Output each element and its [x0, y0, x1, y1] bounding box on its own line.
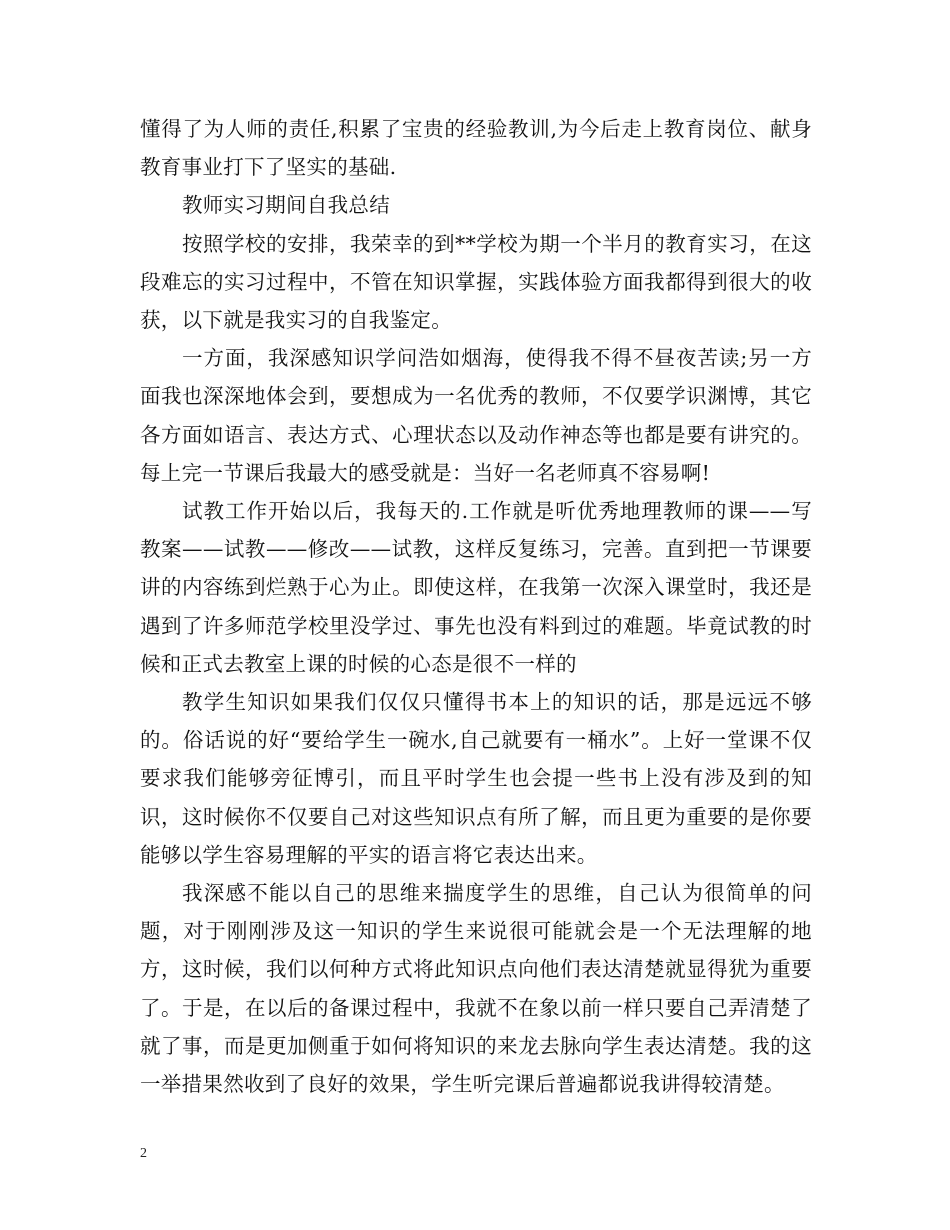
paragraph-continuation: 懂得了为人师的责任,积累了宝贵的经验教训,为今后走上教育岗位、献身教育事业打下了坚实的基础. [140, 117, 812, 180]
document-body [140, 110, 812, 1103]
paragraph: 教学生知识如果我们仅仅只懂得书本上的知识的话，那是远远不够的。俗话说的好“要给学生一碗水,自己就要有一桶水”。上好一堂课不仅要求我们能够旁征博引，而且平时学生也会提一些书上没有涉及到的知识，这时候你不仅要自己对这些知识点有所了解，而且更为重要的是你要能够以学生容易理解的平实的语言将它表达出来。 [140, 690, 812, 867]
paragraph: 试教工作开始以后，我每天的.工作就是听优秀地理教师的课——写教案——试教——修改——试教，这样反复练习，完善。直到把一节课要讲的内容练到烂熟于心为止。即使这样，在我第一次深入课堂时，我还是遇到了许多师范学校里没学过、事先也没有料到过的难题。毕竟试教的时候和正式去教室上课的时候的心态是很不一样的 [140, 499, 812, 676]
section-heading: 教师实习期间自我总结 [182, 193, 390, 218]
paragraph: 我深感不能以自己的思维来揣度学生的思维，自己认为很简单的问题，对于刚刚涉及这一知识的学生来说很可能就会是一个无法理解的地方，这时候，我们以何种方式将此知识点向他们表达清楚就显得犹为重要了。于是，在以后的备课过程中，我就不在象以前一样只要自己弄清楚了就了事，而是更加侧重于如何将知识的来龙去脉向学生表达清楚。我的这一举措果然收到了良好的效果，学生听完课后普遍都说我讲得较清楚。 [140, 881, 812, 1097]
paragraph: 一方面，我深感知识学问浩如烟海，使得我不得不昼夜苦读;另一方面我也深深地体会到，要想成为一名优秀的教师，不仅要学识渊博，其它各方面如语言、表达方式、心理状态以及动作神态等也都是要有讲究的。每上完一节课后我最大的感受就是：当好一名老师真不容易啊! [140, 346, 812, 485]
paragraph: 按照学校的安排，我荣幸的到**学校为期一个半月的教育实习，在这段难忘的实习过程中，不管在知识掌握，实践体验方面我都得到很大的收获，以下就是我实习的自我鉴定。 [140, 231, 812, 333]
page-number: 2 [140, 1146, 147, 1161]
